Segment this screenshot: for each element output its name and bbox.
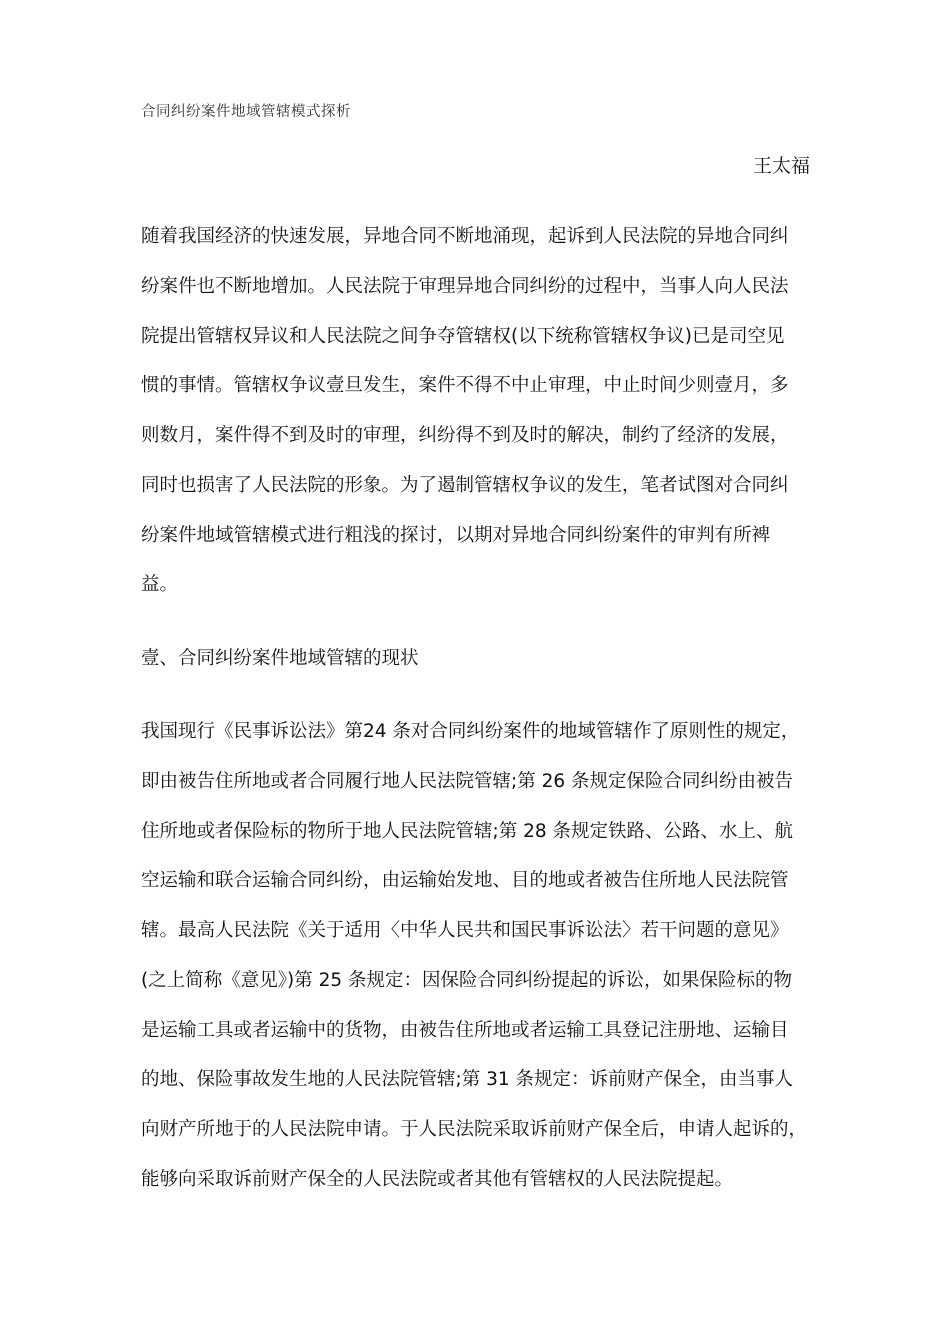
paragraph-line: 同时也损害了人民法院的形象。为了遏制管辖权争议的发生，笔者试图对合同纠	[141, 475, 789, 496]
paragraph-line: 院提出管辖权异议和人民法院之间争夺管辖权(以下统称管辖权争议)已是司空见	[141, 326, 785, 347]
paragraph-line: 则数月，案件得不到及时的审理，纠纷得不到及时的解决，制约了经济的发展，	[141, 425, 789, 446]
paragraph-line: 空运输和联合运输合同纠纷，由运输始发地、目的地或者被告住所地人民法院管	[141, 870, 789, 891]
paragraph-line: 益。	[141, 574, 179, 595]
paragraph-line: 即由被告住所地或者合同履行地人民法院管辖;第 26 条规定保险合同纠纷由被告	[141, 771, 794, 792]
paragraph-line: 随着我国经济的快速发展，异地合同不断地涌现，起诉到人民法院的异地合同纠	[141, 226, 789, 247]
section-heading: 壹、合同纠纷案件地域管辖的现状	[141, 648, 419, 669]
paragraph-line: 住所地或者保险标的物所于地人民法院管辖;第 28 条规定铁路、公路、水上、航	[141, 821, 794, 842]
paragraph-line: 我国现行《民事诉讼法》第24 条对合同纠纷案件的地域管辖作了原则性的规定，	[141, 721, 800, 742]
paragraph-line: 纷案件也不断地增加。人民法院于审理异地合同纠纷的过程中，当事人向人民法	[141, 276, 789, 297]
paragraph-line: 的地、保险事故发生地的人民法院管辖;第 31 条规定：诉前财产保全，由当事人	[141, 1069, 794, 1090]
document-title: 合同纠纷案件地域管辖模式探析	[141, 104, 351, 120]
paragraph-line: 是运输工具或者运输中的货物，由被告住所地或者运输工具登记注册地、运输目	[141, 1020, 789, 1041]
author-name: 王太福	[752, 155, 810, 177]
paragraph-line: 辖。最高人民法院《关于适用〈中华人民共和国民事诉讼法〉若干问题的意见》	[141, 920, 789, 941]
paragraph-line: 能够向采取诉前财产保全的人民法院或者其他有管辖权的人民法院提起。	[141, 1169, 734, 1190]
paragraph-line: 惯的事情。管辖权争议壹旦发生，案件不得不中止审理，中止时间少则壹月，多	[141, 375, 789, 396]
paragraph-line: 纷案件地域管辖模式进行粗浅的探讨，以期对异地合同纠纷案件的审判有所裨	[141, 525, 771, 546]
paragraph-line: 向财产所地于的人民法院申请。于人民法院采取诉前财产保全后，申请人起诉的，	[141, 1119, 808, 1140]
paragraph-line: (之上简称《意见》)第 25 条规定：因保险合同纠纷提起的诉讼，如果保险标的物	[141, 970, 792, 991]
